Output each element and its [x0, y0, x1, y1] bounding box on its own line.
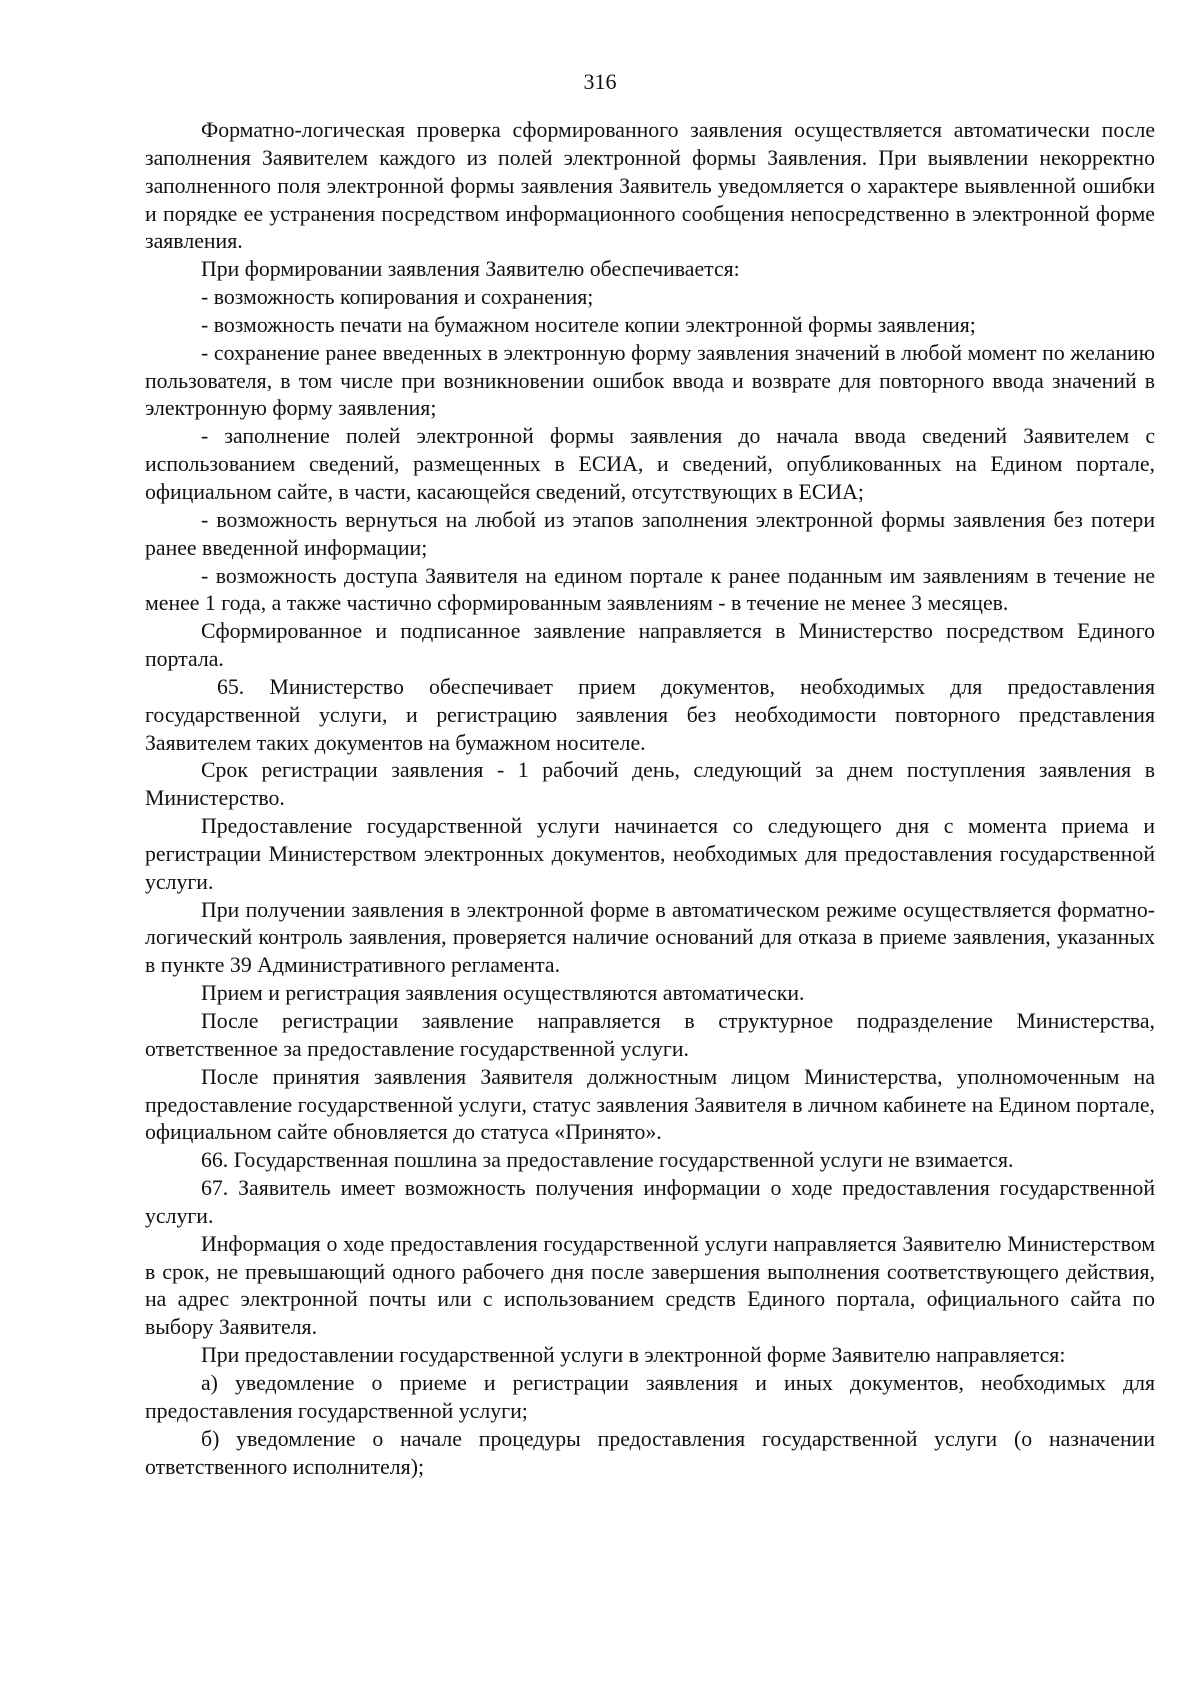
list-item-copy-save: - возможность копирования и сохранения; — [201, 285, 594, 310]
paragraph-notifications-intro: При предоставлении государственной услуги в электронной форме Заявителю направляется: — [201, 1343, 1066, 1368]
paragraph-item-66: 66. Государственная пошлина за предоставление государственной услуги не взимается. — [201, 1148, 1014, 1173]
paragraph-service-start: Предоставление государственной услуги начинается со следующего дня с момента приема и регистрации Министерством электронных документов, необходимых для предоставления государственной услуги. — [145, 814, 1155, 894]
list-item-prefill-fields: - заполнение полей электронной формы заявления до начала ввода сведений Заявителем с использованием сведений, размещенных в ЕСИА, и сведений, опубликованных на Едином портале, официальном сайте, в части, касающейся сведений, отсутствующих в ЕСИА; — [145, 424, 1155, 504]
list-item-notification-b: б) уведомление о начале процедуры предоставления государственной услуги (о назначении ответственного исполнителя); — [145, 1426, 1155, 1479]
list-item-notification-a: а) уведомление о приеме и регистрации заявления и иных документов, необходимых для предоставления государственной услуги; — [145, 1370, 1155, 1423]
paragraph-item-67: 67. Заявитель имеет возможность получения информации о ходе предоставления государственной услуги. — [145, 1176, 1155, 1228]
paragraph-registration-term: Срок регистрации заявления - 1 рабочий день, следующий за днем поступления заявления в Министерство. — [145, 758, 1155, 811]
list-item-return-to-step: - возможность вернуться на любой из этапов заполнения электронной формы заявления без потери ранее введенной информации; — [145, 507, 1155, 560]
paragraph-status-update: После принятия заявления Заявителя должностным лицом Министерства, уполномоченным на предоставление государственной услуги, статус заявления Заявителя в личном кабинете на Едином портале, официальном сайте обновляется до статуса «Принято». — [145, 1064, 1155, 1145]
paragraph-auto-registration: Прием и регистрация заявления осуществляются автоматически. — [201, 981, 805, 1006]
paragraph-provided-features-intro: При формировании заявления Заявителю обеспечивается: — [201, 257, 740, 282]
list-item-save-values: - сохранение ранее введенных в электронную форму заявления значений в любой момент по желанию пользователя, в том числе при возникновении ошибок ввода и возврате для повторного ввода значений в электронную форму заявления; — [145, 340, 1155, 421]
paragraph-progress-info: Информация о ходе предоставления государственной услуги направляется Заявителю Министерством в срок, не превышающий одного рабочего дня после завершения выполнения соответствующего действия, на адрес электронной почты или с использованием средств Единого портала, официального сайта по выбору Заявителя. — [145, 1231, 1155, 1340]
paragraph-format-check: Форматно-логическая проверка сформированного заявления осуществляется автоматически после заполнения Заявителем каждого из полей электронной формы Заявления. При выявлении некорректно заполненного поля электронной формы заявления Заявитель уведомляется о характере выявленной ошибки и порядке ее устранения посредством информационного сообщения непосредственно в электронной форме заявления. — [145, 118, 1155, 254]
paragraph-item-65: 65. Министерство обеспечивает прием документов, необходимых для предоставления государственной услуги, и регистрацию заявления без необходимости повторного представления Заявителем таких документов на бумажном носителе. — [145, 674, 1155, 755]
list-item-access-applications: - возможность доступа Заявителя на едином портале к ранее поданным им заявлениям в течение не менее 1 года, а также частично сформированным заявлениям - в течение не менее 3 месяцев. — [145, 563, 1155, 616]
document-body — [145, 117, 1155, 1481]
list-item-print-copy: - возможность печати на бумажном носителе копии электронной формы заявления; — [201, 312, 976, 337]
paragraph-submission: Сформированное и подписанное заявление направляется в Министерство посредством Единого портала. — [145, 619, 1155, 672]
paragraph-routing: После регистрации заявление направляется в структурное подразделение Министерства, ответственное за предоставление государственной услуги. — [145, 1009, 1155, 1061]
paragraph-format-control: При получении заявления в электронной форме в автоматическом режиме осуществляется форматно-логический контроль заявления, проверяется наличие оснований для отказа в приеме заявления, указанных в пункте 39 Административного регламента. — [145, 897, 1155, 978]
page-number: 316 — [583, 69, 617, 94]
